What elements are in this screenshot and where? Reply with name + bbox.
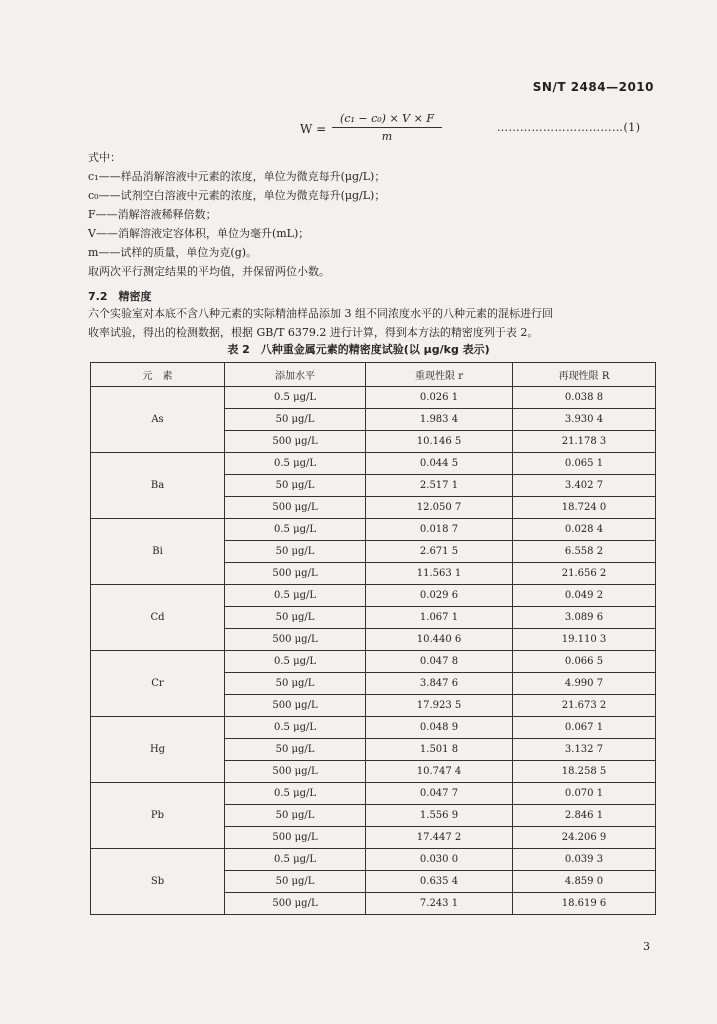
level-cell: 50 μg/L bbox=[225, 871, 366, 893]
formula-denominator: m bbox=[381, 130, 393, 143]
reproducibility-cell: 3.089 6 bbox=[513, 607, 656, 629]
reproducibility-cell: 3.132 7 bbox=[513, 739, 656, 761]
reproducibility-cell: 0.066 5 bbox=[513, 651, 656, 673]
formula-lhs: W = bbox=[300, 122, 327, 136]
element-cell: Pb bbox=[91, 783, 225, 849]
table-row bbox=[91, 453, 656, 475]
repeatability-cell: 0.047 7 bbox=[366, 783, 513, 805]
reproducibility-cell: 0.028 4 bbox=[513, 519, 656, 541]
definition-item: F——消解溶液稀释倍数； bbox=[88, 208, 217, 221]
element-cell: Cr bbox=[91, 651, 225, 717]
definition-item: c₁——样品消解溶液中元素的浓度，单位为微克每升(μg/L)； bbox=[88, 170, 386, 183]
section-paragraph bbox=[88, 304, 658, 342]
table-header-row bbox=[91, 363, 656, 387]
level-cell: 500 μg/L bbox=[225, 761, 366, 783]
table-body bbox=[91, 387, 656, 915]
reproducibility-cell: 0.049 2 bbox=[513, 585, 656, 607]
formula-fraction bbox=[332, 112, 442, 143]
table-row bbox=[91, 519, 656, 541]
repeatability-cell: 1.556 9 bbox=[366, 805, 513, 827]
repeatability-cell: 17.923 5 bbox=[366, 695, 513, 717]
reproducibility-cell: 6.558 2 bbox=[513, 541, 656, 563]
table-row bbox=[91, 651, 656, 673]
repeatability-cell: 12.050 7 bbox=[366, 497, 513, 519]
repeatability-cell: 0.029 6 bbox=[366, 585, 513, 607]
level-cell: 50 μg/L bbox=[225, 805, 366, 827]
repeatability-cell: 0.044 5 bbox=[366, 453, 513, 475]
repeatability-cell: 0.018 7 bbox=[366, 519, 513, 541]
repeatability-cell: 10.440 6 bbox=[366, 629, 513, 651]
paragraph-line: 六个实验室对本底不含八种元素的实际精油样品添加 3 组不同浓度水平的八种元素的混标进行回 bbox=[88, 307, 553, 320]
level-cell: 0.5 μg/L bbox=[225, 849, 366, 871]
fraction-bar bbox=[332, 127, 442, 128]
element-cell: As bbox=[91, 387, 225, 453]
repeatability-cell: 0.635 4 bbox=[366, 871, 513, 893]
formula-numerator: (c₁ − c₀) × V × F bbox=[340, 112, 434, 125]
reproducibility-cell: 4.990 7 bbox=[513, 673, 656, 695]
reproducibility-cell: 21.656 2 bbox=[513, 563, 656, 585]
table-caption: 表 2 八种重金属元素的精密度试验(以 μg/kg 表示) bbox=[227, 343, 490, 356]
level-cell: 0.5 μg/L bbox=[225, 783, 366, 805]
header-repeatability: 重现性限 r bbox=[366, 363, 513, 387]
reproducibility-cell: 21.673 2 bbox=[513, 695, 656, 717]
repeatability-cell: 3.847 6 bbox=[366, 673, 513, 695]
level-cell: 50 μg/L bbox=[225, 475, 366, 497]
level-cell: 500 μg/L bbox=[225, 563, 366, 585]
repeatability-cell: 0.047 8 bbox=[366, 651, 513, 673]
level-cell: 500 μg/L bbox=[225, 827, 366, 849]
repeatability-cell: 2.671 5 bbox=[366, 541, 513, 563]
level-cell: 500 μg/L bbox=[225, 893, 366, 915]
definition-item: m——试样的质量，单位为克(g)。 bbox=[88, 246, 258, 259]
reproducibility-cell: 21.178 3 bbox=[513, 431, 656, 453]
level-cell: 0.5 μg/L bbox=[225, 585, 366, 607]
repeatability-cell: 0.048 9 bbox=[366, 717, 513, 739]
level-cell: 50 μg/L bbox=[225, 607, 366, 629]
reproducibility-cell: 0.070 1 bbox=[513, 783, 656, 805]
reproducibility-cell: 3.402 7 bbox=[513, 475, 656, 497]
paragraph-line: 收率试验，得出的检测数据，根据 GB/T 6379.2 进行计算，得到本方法的精密度列于表 2。 bbox=[88, 326, 539, 339]
repeatability-cell: 0.030 0 bbox=[366, 849, 513, 871]
element-cell: Cd bbox=[91, 585, 225, 651]
level-cell: 500 μg/L bbox=[225, 431, 366, 453]
definitions-intro: 式中： bbox=[88, 151, 121, 164]
reproducibility-cell: 19.110 3 bbox=[513, 629, 656, 651]
element-cell: Bi bbox=[91, 519, 225, 585]
table-row bbox=[91, 387, 656, 409]
table-row bbox=[91, 717, 656, 739]
level-cell: 0.5 μg/L bbox=[225, 717, 366, 739]
reproducibility-cell: 18.619 6 bbox=[513, 893, 656, 915]
repeatability-cell: 10.747 4 bbox=[366, 761, 513, 783]
reproducibility-cell: 18.258 5 bbox=[513, 761, 656, 783]
level-cell: 500 μg/L bbox=[225, 629, 366, 651]
element-cell: Ba bbox=[91, 453, 225, 519]
table-row bbox=[91, 585, 656, 607]
reproducibility-cell: 24.206 9 bbox=[513, 827, 656, 849]
header-level: 添加水平 bbox=[225, 363, 366, 387]
header-reproducibility: 再现性限 R bbox=[513, 363, 656, 387]
repeatability-cell: 11.563 1 bbox=[366, 563, 513, 585]
reproducibility-cell: 4.859 0 bbox=[513, 871, 656, 893]
reproducibility-cell: 18.724 0 bbox=[513, 497, 656, 519]
repeatability-cell: 0.026 1 bbox=[366, 387, 513, 409]
table-row bbox=[91, 849, 656, 871]
reproducibility-cell: 0.065 1 bbox=[513, 453, 656, 475]
definition-item: c₀——试剂空白溶液中元素的浓度，单位为微克每升(μg/L)； bbox=[88, 189, 386, 202]
repeatability-cell: 1.501 8 bbox=[366, 739, 513, 761]
level-cell: 50 μg/L bbox=[225, 409, 366, 431]
page-number: 3 bbox=[643, 940, 650, 953]
repeatability-cell: 7.243 1 bbox=[366, 893, 513, 915]
level-cell: 50 μg/L bbox=[225, 673, 366, 695]
element-cell: Hg bbox=[91, 717, 225, 783]
repeatability-cell: 2.517 1 bbox=[366, 475, 513, 497]
level-cell: 0.5 μg/L bbox=[225, 519, 366, 541]
section-heading: 7.2 精密度 bbox=[88, 290, 152, 303]
repeatability-cell: 10.146 5 bbox=[366, 431, 513, 453]
level-cell: 50 μg/L bbox=[225, 541, 366, 563]
standard-code: SN/T 2484—2010 bbox=[532, 80, 654, 94]
level-cell: 500 μg/L bbox=[225, 497, 366, 519]
reproducibility-cell: 0.067 1 bbox=[513, 717, 656, 739]
level-cell: 0.5 μg/L bbox=[225, 387, 366, 409]
precision-table bbox=[90, 362, 656, 915]
level-cell: 0.5 μg/L bbox=[225, 651, 366, 673]
reproducibility-cell: 0.038 8 bbox=[513, 387, 656, 409]
element-cell: Sb bbox=[91, 849, 225, 915]
definitions bbox=[88, 148, 385, 281]
reproducibility-cell: 0.039 3 bbox=[513, 849, 656, 871]
level-cell: 0.5 μg/L bbox=[225, 453, 366, 475]
definition-item: V——消解溶液定容体积，单位为毫升(mL)； bbox=[88, 227, 310, 240]
reproducibility-cell: 3.930 4 bbox=[513, 409, 656, 431]
reproducibility-cell: 2.846 1 bbox=[513, 805, 656, 827]
equation-number: ……………………………(1) bbox=[497, 121, 641, 134]
table-row bbox=[91, 783, 656, 805]
level-cell: 50 μg/L bbox=[225, 739, 366, 761]
definitions-note: 取两次平行测定结果的平均值，并保留两位小数。 bbox=[88, 265, 330, 278]
level-cell: 500 μg/L bbox=[225, 695, 366, 717]
repeatability-cell: 1.067 1 bbox=[366, 607, 513, 629]
repeatability-cell: 17.447 2 bbox=[366, 827, 513, 849]
header-element: 元 素 bbox=[91, 363, 225, 387]
repeatability-cell: 1.983 4 bbox=[366, 409, 513, 431]
